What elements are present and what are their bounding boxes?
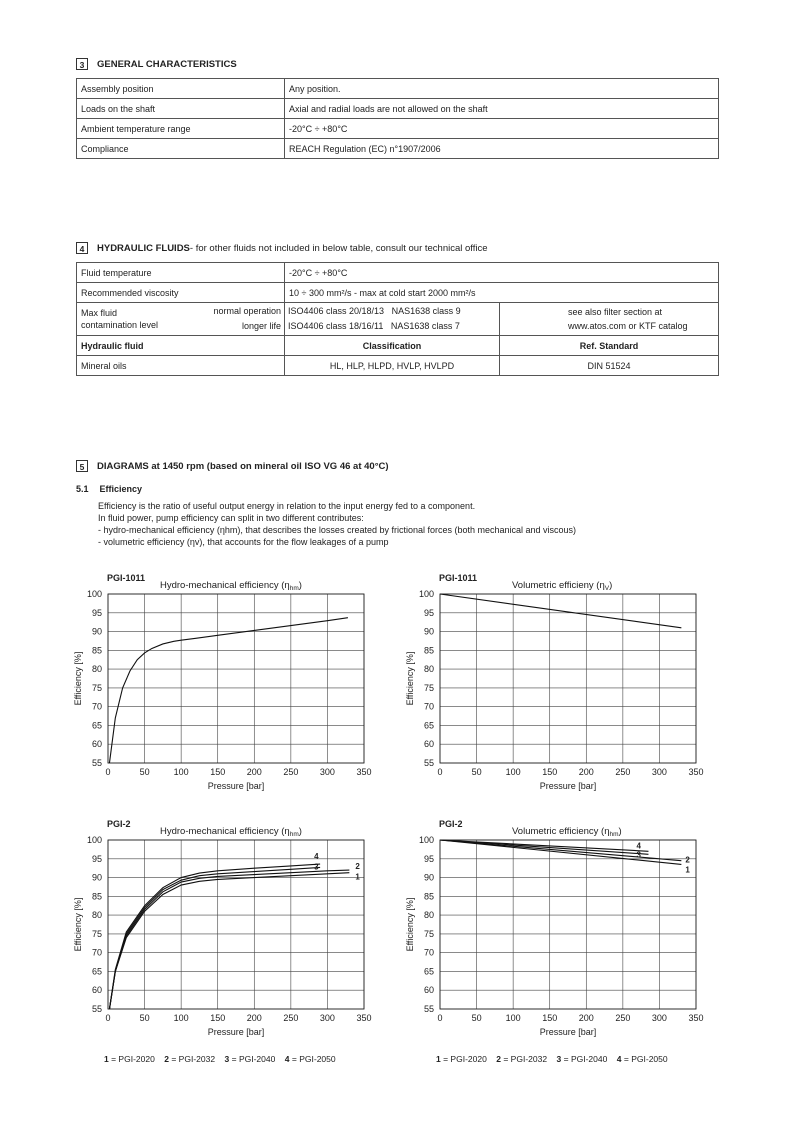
legend-number: 4 (616, 1054, 622, 1064)
y-tick-label: 80 (91, 910, 102, 921)
y-tick-label: 80 (423, 910, 434, 921)
y-tick-label: 75 (423, 682, 434, 693)
y-tick-label: 85 (423, 645, 434, 656)
filter-note: see also filter section at (568, 307, 663, 317)
y-tick-label: 95 (423, 607, 434, 618)
table-row (77, 119, 719, 139)
normal-operation-label: normal operation (213, 306, 281, 316)
normal-operation-value: ISO4406 class 20/18/13 NAS1638 class 9 (288, 306, 461, 316)
legend-label: = PGI-2032 (169, 1054, 216, 1064)
x-tick-label: 300 (651, 767, 667, 777)
chart-pgi-2-volumetric (392, 814, 712, 1046)
chart-title-text: ) (298, 826, 302, 837)
longer-life-value: ISO4406 class 18/16/11 NAS1638 class 7 (288, 321, 460, 331)
y-tick-label: 70 (423, 947, 434, 958)
legend-label: = PGI-2050 (289, 1054, 336, 1064)
chart-pgi-1011-volumetric (392, 568, 712, 800)
y-tick-label: 65 (423, 966, 434, 977)
section-number: 3 (76, 58, 88, 70)
y-tick-label: 65 (91, 966, 102, 977)
description-line: In fluid power, pump efficiency can split in two different contributes: (98, 513, 364, 523)
row-label: Compliance (77, 139, 285, 159)
y-tick-label: 100 (418, 589, 434, 599)
plot-frame (108, 840, 364, 1009)
section-title: HYDRAULIC FLUIDS (97, 242, 190, 254)
chart-pgi-1011-hydro-mechanical (60, 568, 380, 800)
series-label: 3 (636, 850, 641, 860)
x-tick-label: 350 (356, 1013, 372, 1023)
series-label: 4 (636, 841, 641, 851)
x-tick-label: 200 (578, 1013, 594, 1023)
chart-title-text: ) (298, 580, 302, 591)
row-label: Loads on the shaft (77, 99, 285, 119)
contamination-value-cell (285, 303, 500, 336)
legend-number: 2 (496, 1054, 501, 1064)
y-tick-label: 60 (423, 739, 434, 750)
legend-number: 3 (224, 1054, 230, 1064)
y-tick-label: 90 (423, 626, 434, 637)
chart-model-label: PGI-2 (439, 819, 463, 829)
contamination-label: Max fluid (81, 308, 118, 318)
y-tick-label: 60 (91, 739, 102, 750)
row-label: Assembly position (77, 79, 285, 99)
chart-title (512, 826, 622, 838)
legend-label: = PGI-2050 (621, 1054, 668, 1064)
chart-title-subscript: hm (609, 831, 619, 838)
chart-title-text: ) (609, 580, 613, 591)
y-tick-label: 100 (86, 589, 102, 599)
plot-frame (440, 594, 696, 763)
chart-title-text: Volumetric efficiency (η (512, 826, 610, 837)
y-tick-label: 100 (418, 835, 434, 845)
chart-title-subscript: V (604, 585, 610, 592)
x-tick-label: 150 (542, 767, 558, 777)
series-line (440, 840, 681, 864)
column-header: Ref. Standard (500, 336, 719, 356)
row-value: Axial and radial loads are not allowed on the shaft (285, 99, 719, 119)
description-line: - hydro-mechanical efficiency (ηhm), that describes the losses created by frictional forces (both mechanical and viscous) (98, 525, 577, 535)
x-tick-label: 50 (139, 1013, 150, 1023)
chart-title-text: Hydro-mechanical efficiency (η (160, 826, 290, 837)
section-3-heading (76, 57, 237, 71)
y-tick-label: 65 (91, 720, 102, 731)
plot-frame (440, 840, 696, 1009)
section-number: 5 (76, 460, 88, 472)
series-label: 2 (355, 862, 360, 872)
efficiency-description (98, 500, 738, 548)
y-tick-label: 95 (91, 607, 102, 618)
section-5-heading (76, 459, 389, 473)
plot-frame (108, 594, 364, 763)
x-tick-label: 300 (319, 1013, 335, 1023)
y-tick-label: 70 (91, 947, 102, 958)
x-axis-label: Pressure [bar] (207, 1027, 265, 1037)
legend-label: = PGI-2040 (229, 1054, 276, 1064)
fluid-standard: DIN 51524 (500, 356, 719, 376)
x-tick-label: 0 (105, 1013, 111, 1023)
x-tick-label: 250 (283, 767, 299, 777)
series-line (109, 864, 320, 1009)
chart-title-text: Volumetric efficieny (η (512, 580, 605, 591)
legend-label: = PGI-2020 (108, 1054, 155, 1064)
y-tick-label: 100 (86, 835, 102, 845)
chart-title-subscript: hm (289, 585, 299, 592)
row-label: Ambient temperature range (77, 119, 285, 139)
series-line (440, 840, 648, 851)
section-4-heading (76, 241, 488, 255)
table-row (77, 356, 719, 376)
row-label: Recommended viscosity (77, 283, 285, 303)
x-tick-label: 200 (578, 767, 594, 777)
chart-pgi-2-hydro-mechanical (60, 814, 380, 1046)
table-row (77, 283, 719, 303)
section-number: 4 (76, 242, 88, 254)
y-tick-label: 60 (91, 985, 102, 996)
x-axis-label: Pressure [bar] (539, 781, 597, 791)
series-line (109, 873, 349, 1009)
y-axis-label: Efficiency [%] (405, 651, 415, 706)
legend-number: 2 (164, 1054, 169, 1064)
column-header: Classification (285, 336, 500, 356)
description-line: Efficiency is the ratio of useful output energy in relation to the input energy fed to a component. (98, 501, 476, 511)
x-tick-label: 0 (437, 767, 443, 777)
legend-number: 1 (104, 1054, 109, 1064)
subsection-heading (76, 484, 142, 494)
chart-title (512, 580, 612, 592)
y-tick-label: 75 (91, 682, 102, 693)
x-tick-label: 50 (471, 1013, 482, 1023)
chart-legend-right (436, 1054, 668, 1064)
series-line (440, 840, 681, 861)
x-tick-label: 200 (246, 767, 262, 777)
row-value: Any position. (285, 79, 719, 99)
x-tick-label: 250 (615, 767, 631, 777)
y-axis-label: Efficiency [%] (73, 897, 83, 952)
y-tick-label: 85 (423, 891, 434, 902)
row-value: REACH Regulation (EC) n°1907/2006 (285, 139, 719, 159)
row-value: -20°C ÷ +80°C (285, 263, 719, 283)
row-value: 10 ÷ 300 mm²/s - max at cold start 2000 mm²/s (285, 283, 719, 303)
subsection-title: Efficiency (99, 484, 143, 494)
x-tick-label: 150 (210, 767, 226, 777)
hydraulic-fluids-table (76, 262, 719, 376)
legend-label: = PGI-2032 (501, 1054, 548, 1064)
x-tick-label: 50 (471, 767, 482, 777)
x-tick-label: 100 (505, 767, 521, 777)
chart-model-label: PGI-1011 (439, 573, 478, 583)
y-tick-label: 80 (423, 664, 434, 675)
series-line (440, 594, 681, 628)
y-tick-label: 55 (423, 1004, 434, 1014)
row-label: Fluid temperature (77, 263, 285, 283)
chart-title-text: Hydro-mechanical efficiency (η (160, 580, 290, 591)
x-tick-label: 300 (319, 767, 335, 777)
y-tick-label: 55 (423, 758, 434, 768)
y-tick-label: 85 (91, 891, 102, 902)
contamination-label: contamination level (81, 320, 159, 330)
x-tick-label: 150 (210, 1013, 226, 1023)
y-tick-label: 95 (91, 853, 102, 864)
chart-title-subscript: hm (289, 831, 299, 838)
x-tick-label: 150 (542, 1013, 558, 1023)
x-tick-label: 350 (356, 767, 372, 777)
y-tick-label: 95 (423, 853, 434, 864)
table-row (77, 303, 719, 336)
series-label: 2 (685, 855, 690, 865)
x-tick-label: 250 (615, 1013, 631, 1023)
y-tick-label: 70 (423, 701, 434, 712)
table-row (77, 99, 719, 119)
series-label: 1 (685, 865, 690, 875)
section-title: DIAGRAMS at 1450 rpm (based on mineral oil ISO VG 46 at 40°C) (97, 460, 389, 472)
x-tick-label: 100 (173, 1013, 189, 1023)
y-axis-label: Efficiency [%] (73, 651, 83, 706)
fluid-classification: HL, HLP, HLPD, HVLP, HVLPD (285, 356, 500, 376)
legend-number: 3 (556, 1054, 562, 1064)
series-line (109, 618, 347, 763)
y-tick-label: 80 (91, 664, 102, 675)
y-tick-label: 90 (91, 626, 102, 637)
series-label: 4 (314, 852, 319, 862)
filter-note-cell (500, 303, 719, 336)
longer-life-label: longer life (241, 321, 281, 331)
x-tick-label: 250 (283, 1013, 299, 1023)
x-tick-label: 0 (437, 1013, 443, 1023)
y-axis-label: Efficiency [%] (405, 897, 415, 952)
x-axis-label: Pressure [bar] (539, 1027, 597, 1037)
legend-number: 4 (284, 1054, 290, 1064)
series-line (109, 870, 349, 1009)
description-line: - volumetric efficiency (ηv), that accounts for the flow leakages of a pump (98, 537, 389, 547)
section-note: - for other fluids not included in below table, consult our technical office (189, 242, 488, 254)
section-title: GENERAL CHARACTERISTICS (97, 58, 237, 70)
y-tick-label: 75 (91, 928, 102, 939)
chart-legend-left (104, 1054, 336, 1064)
chart-model-label: PGI-1011 (107, 573, 146, 583)
y-tick-label: 70 (91, 701, 102, 712)
series-label: 3 (314, 862, 319, 872)
x-tick-label: 100 (505, 1013, 521, 1023)
chart-title (160, 580, 302, 592)
series-label: 1 (355, 872, 360, 882)
table-header-row (77, 336, 719, 356)
legend-label: = PGI-2040 (561, 1054, 608, 1064)
x-tick-label: 100 (173, 767, 189, 777)
row-value: -20°C ÷ +80°C (285, 119, 719, 139)
x-tick-label: 350 (688, 1013, 704, 1023)
general-characteristics-table (76, 78, 719, 159)
chart-title (160, 826, 302, 838)
table-row (77, 79, 719, 99)
legend-label: = PGI-2020 (440, 1054, 487, 1064)
y-tick-label: 60 (423, 985, 434, 996)
series-line (109, 867, 320, 1009)
subsection-number: 5.1 (76, 484, 89, 494)
x-axis-label: Pressure [bar] (207, 781, 265, 791)
y-tick-label: 85 (91, 645, 102, 656)
x-tick-label: 0 (105, 767, 111, 777)
x-tick-label: 350 (688, 767, 704, 777)
y-tick-label: 65 (423, 720, 434, 731)
legend-number: 1 (436, 1054, 441, 1064)
chart-title-text: ) (618, 826, 622, 837)
y-tick-label: 55 (91, 1004, 102, 1014)
table-row (77, 263, 719, 283)
x-tick-label: 200 (246, 1013, 262, 1023)
filter-note: www.atos.com or KTF catalog (568, 321, 688, 331)
x-tick-label: 300 (651, 1013, 667, 1023)
fluid-name: Mineral oils (77, 356, 285, 376)
column-header: Hydraulic fluid (77, 336, 285, 356)
y-tick-label: 90 (91, 872, 102, 883)
y-tick-label: 75 (423, 928, 434, 939)
table-row (77, 139, 719, 159)
contamination-label-cell (77, 303, 285, 336)
y-tick-label: 90 (423, 872, 434, 883)
y-tick-label: 55 (91, 758, 102, 768)
chart-model-label: PGI-2 (107, 819, 131, 829)
x-tick-label: 50 (139, 767, 150, 777)
